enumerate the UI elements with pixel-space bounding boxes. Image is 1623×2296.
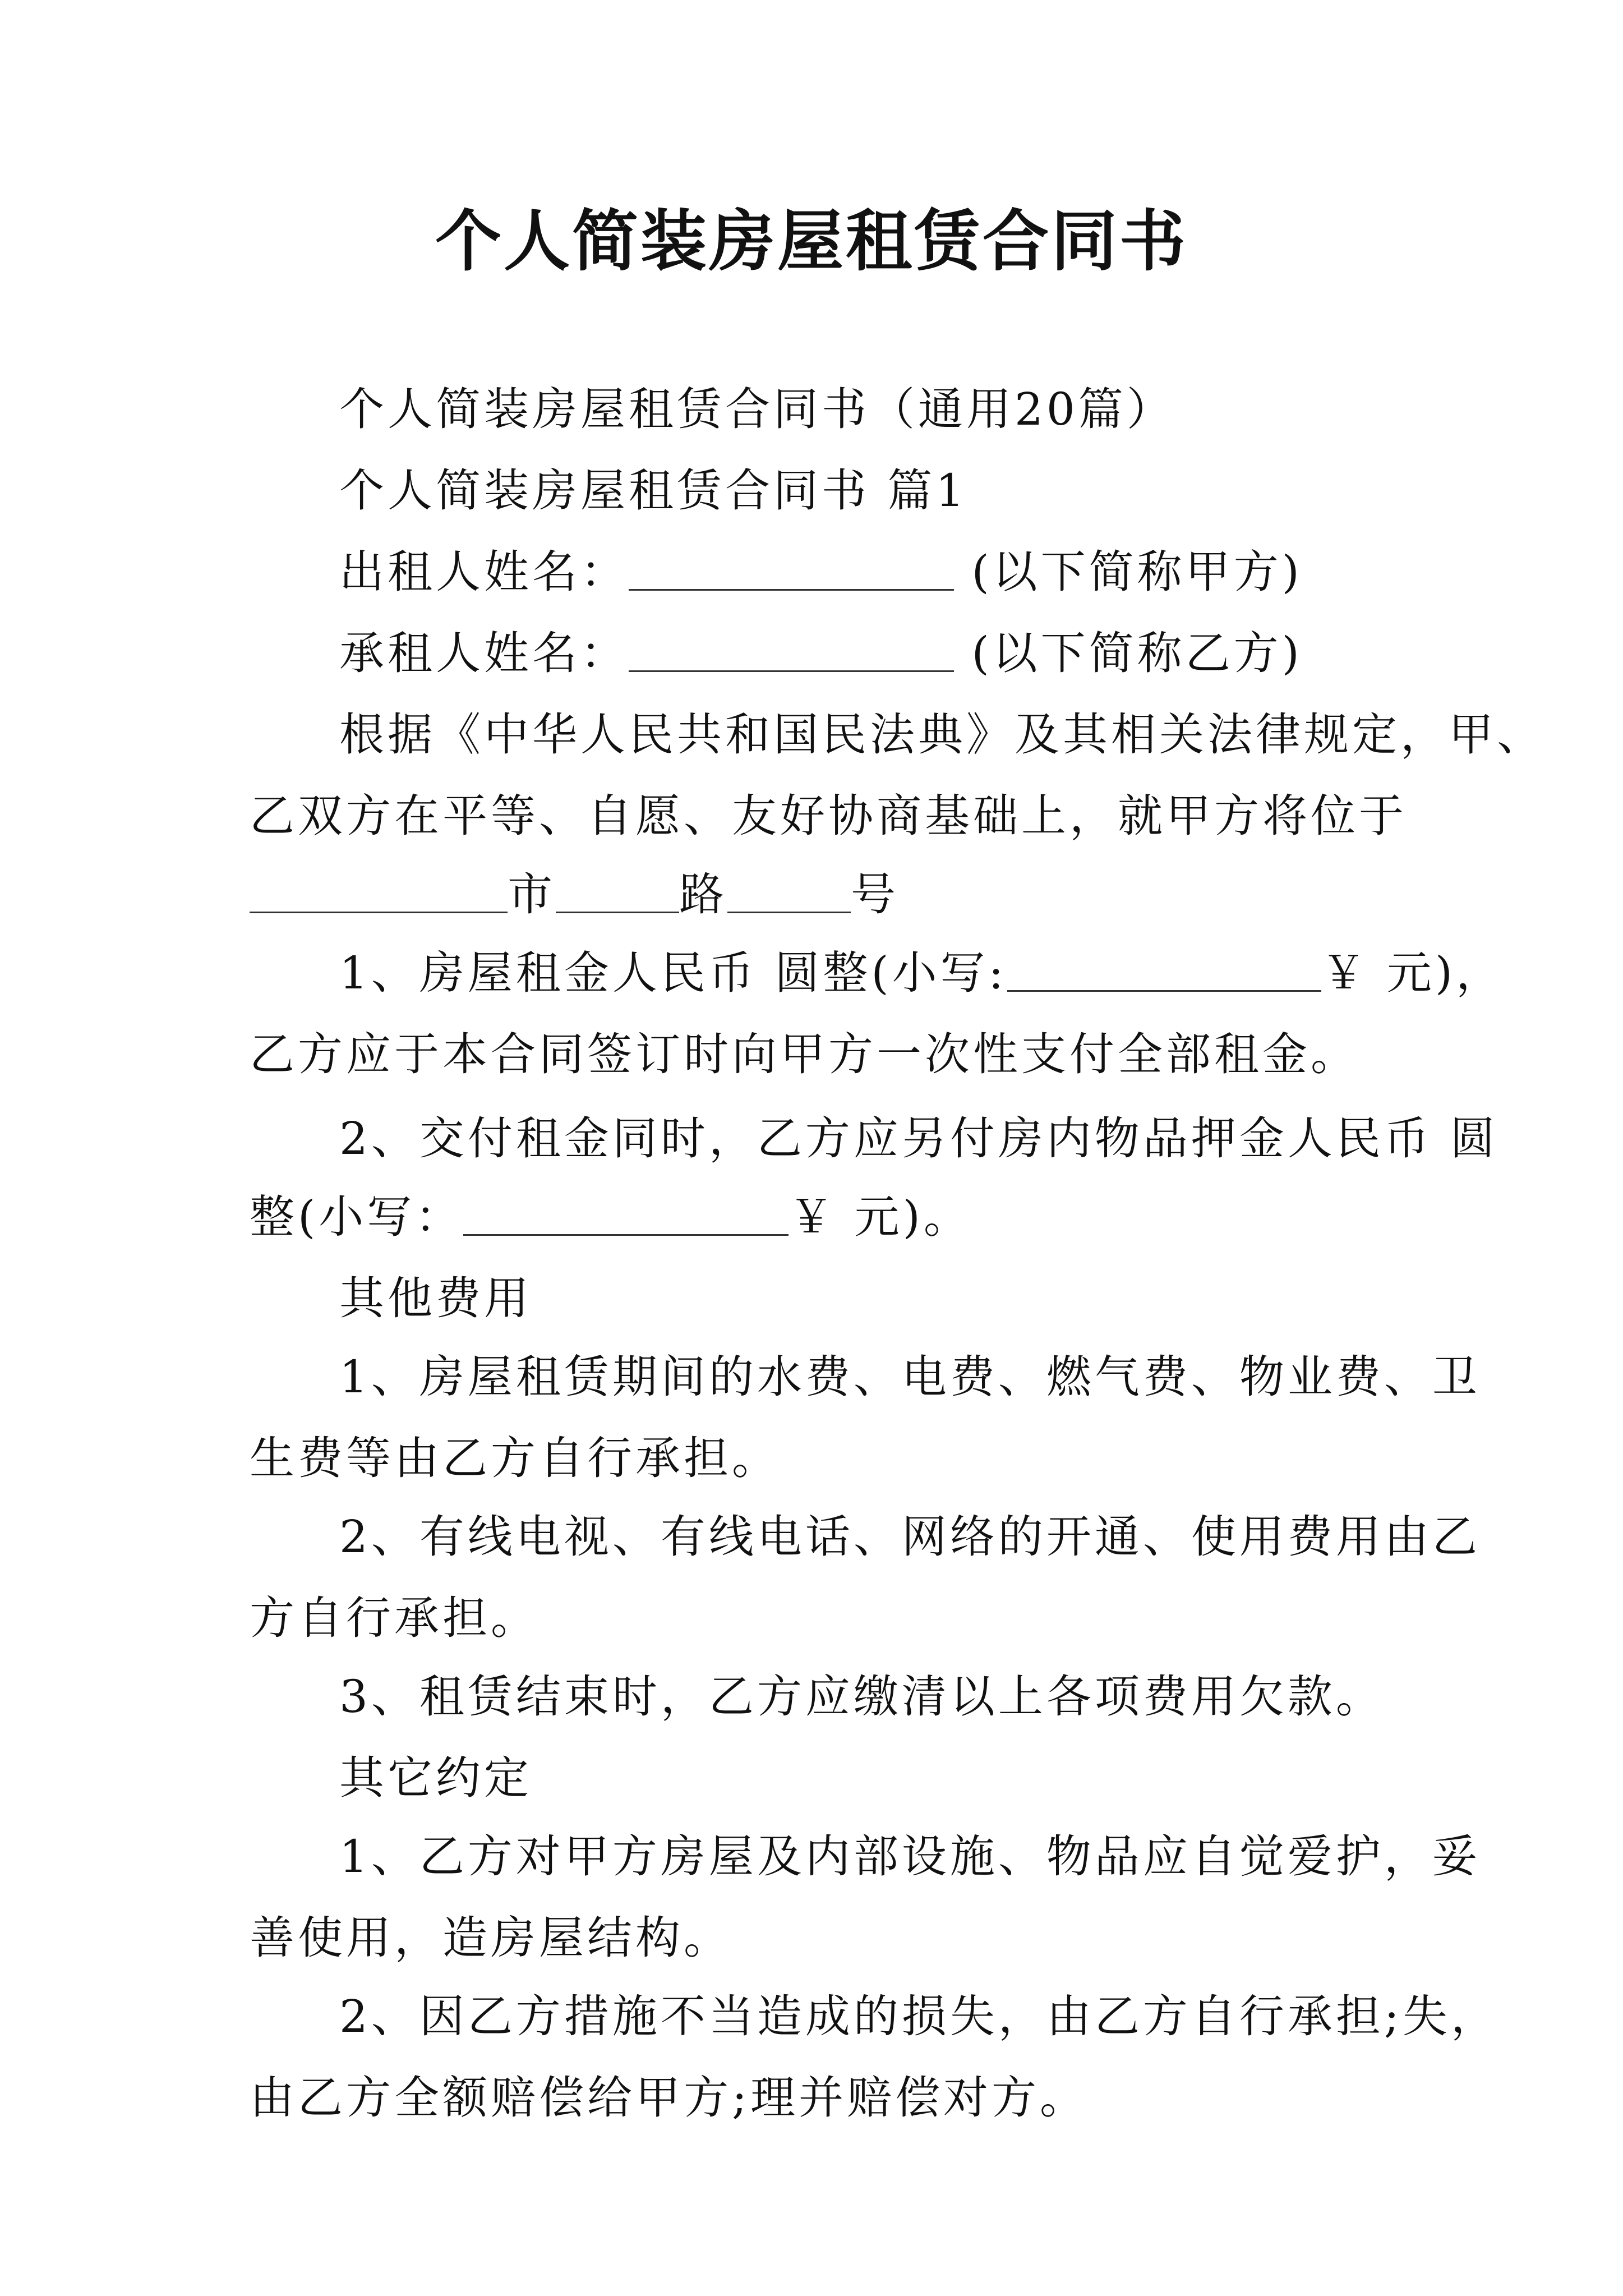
lessee-line — [250, 623, 1399, 684]
fee-2-line-1: 2、有线电视、有线电话、网络的开通、使用费用由乙 — [339, 1511, 1481, 1563]
lessor-line — [250, 541, 1399, 603]
other-1-line-2: 善使用，造房屋结构。 — [250, 1912, 732, 1964]
fee-3: 3、租赁结束时，乙方应缴清以上各项费用欠款。 — [339, 1671, 1384, 1723]
address-blank-road — [727, 867, 851, 913]
fee-2-line-2: 方自行承担。 — [250, 1592, 539, 1644]
intro-line-1: 根据《中华人民共和国民法典》及其相关法律规定，甲、 — [339, 708, 1545, 761]
deposit-amount-blank — [463, 1189, 789, 1236]
lessor-suffix: (以下简称甲方) — [971, 546, 1303, 598]
chapter-heading: 个人简装房屋租赁合同书 篇1 — [339, 464, 968, 517]
deposit-line-2 — [250, 1186, 1399, 1248]
intro-line-2: 乙双方在平等、自愿、友好协商基础上，就甲方将位于 — [250, 790, 1407, 842]
other-2-line-1: 2、因乙方措施不当造成的损失，由乙方自行承担;失， — [339, 1990, 1499, 2042]
rent-suffix: ￥ 元)， — [1321, 947, 1505, 999]
address-blank-province — [250, 867, 508, 913]
deposit-line-1: 2、交付租金同时，乙方应另付房内物品押金人民币 圆 — [339, 1112, 1498, 1165]
address-number: 号 — [851, 868, 899, 921]
rent-line-2: 乙方应于本合同签订时向甲方一次性支付全部租金。 — [250, 1028, 1359, 1080]
document-title: 个人简装房屋租赁合同书 — [435, 202, 1188, 280]
rent-line-1 — [250, 942, 1505, 1004]
other-heading: 其它约定 — [339, 1752, 532, 1804]
fee-1-line-2: 生费等由乙方自行承担。 — [250, 1432, 780, 1484]
subtitle: 个人简装房屋租赁合同书（通用20篇） — [339, 383, 1175, 435]
address-road: 路 — [679, 868, 727, 921]
deposit-prefix: 整(小写： — [250, 1191, 464, 1243]
rent-amount-blank — [1007, 945, 1321, 992]
fees-heading: 其他费用 — [339, 1272, 532, 1324]
fee-1-line-1: 1、房屋租赁期间的水费、电费、燃气费、物业费、卫 — [339, 1351, 1481, 1403]
lessor-label: 出租人姓名： — [339, 546, 629, 598]
other-1-line-1: 1、乙方对甲方房屋及内部设施、物品应自觉爱护，妥 — [339, 1830, 1481, 1883]
lessee-name-blank — [629, 625, 954, 672]
other-2-line-2: 由乙方全额赔偿给甲方;理并赔偿对方。 — [250, 2072, 1088, 2124]
deposit-suffix: ￥ 元)。 — [789, 1191, 972, 1243]
lessor-name-blank — [629, 544, 954, 591]
address-line — [250, 864, 1399, 926]
lessee-suffix: (以下简称乙方) — [971, 627, 1303, 679]
rent-prefix: 1、房屋租金人民币 圆整(小写: — [339, 947, 1007, 999]
lessee-label: 承租人姓名： — [339, 627, 629, 679]
address-city: 市 — [508, 868, 556, 921]
address-blank-city — [556, 867, 679, 913]
